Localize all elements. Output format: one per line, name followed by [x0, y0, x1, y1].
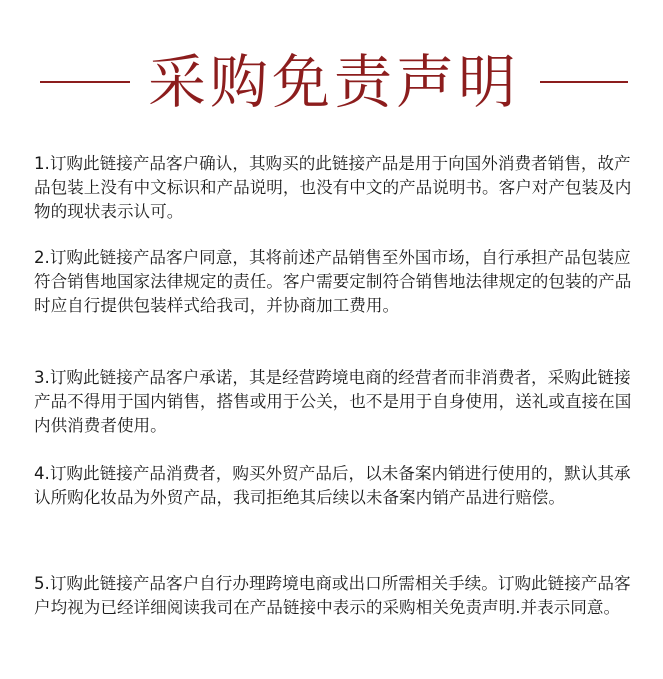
- header: [0, 48, 663, 116]
- clause-1: 1.订购此链接产品客户确认，其购买的此链接产品是用于向国外消费者销售，故产品包装上没有中文标识和产品说明，也没有中文的产品说明书。客户对产包装及内物的现状表示认可。: [34, 154, 632, 221]
- clause-3: 3.订购此链接产品客户承诺，其是经营跨境电商的经营者而非消费者，采购此链接产品不得用于国内销售，搭售或用于公关，也不是用于自身使用，送礼或直接在国内供消费者使用。: [34, 368, 632, 435]
- page-title: 采购免责声明: [147, 48, 520, 116]
- clause-5: 5.订购此链接产品客户自行办理跨境电商或出口所需相关手续。订购此链接产品客户均视为已经详细阅读我司在产品链接中表示的采购相关免责声明.并表示同意。: [34, 574, 631, 617]
- title-rule-right: [540, 81, 628, 83]
- clause-2: 2.订购此链接产品客户同意，其将前述产品销售至外国市场，自行承担产品包装应符合销售地国家法律规定的责任。客户需要定制符合销售地法律规定的包装的产品时应自行提供包装样式给我司，并协商加工费用。: [34, 248, 632, 315]
- clause-4: 4.订购此链接产品消费者，购买外贸产品后，以未备案内销进行使用的，默认其承认所购化妆品为外贸产品，我司拒绝其后续以未备案内销产品进行赔偿。: [34, 464, 631, 507]
- title-rule-left: [40, 81, 130, 83]
